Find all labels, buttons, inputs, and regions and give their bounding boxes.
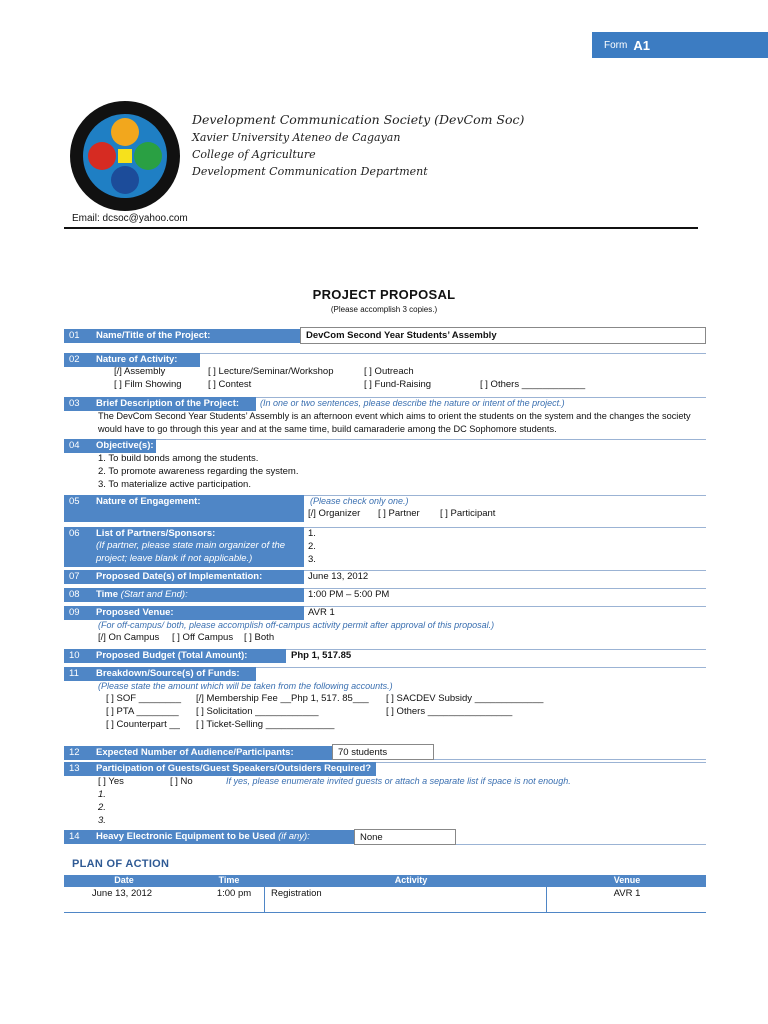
section-line [304, 527, 706, 528]
table-row [64, 887, 706, 913]
activity-option-film[interactable]: [ ] Film Showing [114, 379, 182, 390]
guest-item-3[interactable]: 3. [98, 815, 106, 826]
section-line [256, 667, 706, 668]
fund-option-solicitation[interactable]: [ ] Solicitation ____________ [196, 706, 319, 717]
plan-cell-date: June 13, 2012 [91, 888, 153, 899]
activity-option-contest[interactable]: [ ] Contest [208, 379, 252, 390]
section-number: 01 [69, 330, 80, 341]
plan-of-action-title: PLAN OF ACTION [72, 858, 170, 870]
activity-option-assembly[interactable]: [/] Assembly [114, 366, 166, 377]
section-label: Nature of Engagement: [96, 496, 201, 507]
objective-3: 3. To materialize active participation. [98, 479, 251, 490]
section-08-bar [64, 588, 304, 602]
guest-item-2[interactable]: 2. [98, 802, 106, 813]
section-number: 11 [69, 668, 79, 679]
fund-option-sof[interactable]: [ ] SOF ________ [106, 693, 181, 704]
engagement-option-participant[interactable]: [ ] Participant [440, 508, 496, 519]
plan-table-header [64, 875, 706, 887]
section-number: 09 [69, 607, 80, 618]
section-11-bar [64, 667, 256, 681]
section-number: 13 [69, 763, 80, 774]
partners-hint-2: project; leave blank if not applicable.) [96, 553, 253, 564]
fund-option-membership-fee[interactable]: [/] Membership Fee __Php 1, 517. 85___ [196, 693, 369, 704]
section-12-bar [64, 746, 332, 760]
description-line-2: would have to go through this year and at the same time, build camaraderie among the DC Sophomore students. [98, 424, 557, 434]
plan-header-date: Date [114, 875, 134, 885]
fund-option-others[interactable]: [ ] Others ________________ [386, 706, 513, 717]
section-line [156, 439, 706, 440]
activity-option-lecture[interactable]: [ ] Lecture/Seminar/Workshop [208, 366, 334, 377]
section-02-bar [64, 353, 200, 367]
activity-option-others[interactable]: [ ] Others ____________ [480, 379, 586, 390]
time-field[interactable]: 1:00 PM – 5:00 PM [308, 589, 390, 600]
guest-item-1[interactable]: 1. [98, 789, 106, 800]
section-label: Brief Description of the Project: [96, 398, 240, 409]
devcom-logo [68, 100, 182, 212]
section-number: 04 [69, 440, 80, 451]
engagement-option-partner[interactable]: [ ] Partner [378, 508, 420, 519]
section-label: Nature of Activity: [96, 354, 178, 365]
equipment-label-hint: (if any): [278, 831, 310, 842]
section-number: 14 [69, 831, 80, 842]
implementation-date-field[interactable]: June 13, 2012 [308, 571, 369, 582]
section-number: 08 [69, 589, 80, 600]
section-label: Objective(s): [96, 440, 154, 451]
section-label [96, 589, 188, 600]
guests-option-no[interactable]: [ ] No [170, 776, 193, 787]
venue-field[interactable]: AVR 1 [308, 607, 335, 618]
column-divider [546, 887, 547, 913]
objective-1: 1. To build bonds among the students. [98, 453, 259, 464]
partners-hint-1: (If partner, please state main organizer of the [96, 540, 286, 551]
column-divider [264, 887, 265, 913]
description-hint: (In one or two sentences, please describe the nature or intent of the project.) [260, 398, 565, 408]
section-line [434, 759, 706, 760]
plan-header-time: Time [218, 875, 240, 885]
activity-option-outreach[interactable]: [ ] Outreach [364, 366, 414, 377]
document-title: PROJECT PROPOSAL [312, 287, 456, 302]
section-14-bar [64, 830, 354, 844]
section-number: 10 [69, 650, 80, 661]
section-label: Proposed Budget (Total Amount): [96, 650, 248, 661]
time-label-hint: (Start and End): [120, 589, 188, 600]
plan-cell-venue: AVR 1 [613, 888, 641, 899]
section-label: Proposed Date(s) of Implementation: [96, 571, 263, 582]
section-label: List of Partners/Sponsors: [96, 528, 216, 539]
partner-item-3[interactable]: 3. [308, 554, 316, 565]
section-09-bar [64, 606, 304, 620]
fund-option-counterpart[interactable]: [ ] Counterpart __ [106, 719, 180, 730]
budget-field[interactable]: Php 1, 517.85 [291, 650, 352, 661]
activity-option-fundraising[interactable]: [ ] Fund-Raising [364, 379, 432, 390]
org-college: College of Agriculture [192, 148, 316, 161]
contact-email: Email: dcsoc@yahoo.com [72, 213, 188, 224]
fund-option-pta[interactable]: [ ] PTA ________ [106, 706, 179, 717]
section-05-bar [64, 495, 304, 522]
section-line [304, 606, 706, 607]
section-06-bar [64, 527, 304, 567]
section-number: 02 [69, 354, 80, 365]
form-code-tag [592, 32, 768, 58]
form-label: Form [604, 39, 628, 51]
section-label: Participation of Guests/Guest Speakers/Outsiders Required? [96, 763, 372, 774]
org-department: Development Communication Department [192, 165, 428, 178]
plan-cell-time: 1:00 pm [216, 888, 252, 899]
section-number: 05 [69, 496, 80, 507]
section-number: 12 [69, 747, 80, 758]
section-line [456, 844, 706, 845]
section-line [200, 353, 706, 354]
time-label: Time [96, 589, 119, 600]
venue-hint: (For off-campus/ both, please accomplish off-campus activity permit after approval of this proposal.) [98, 620, 495, 630]
section-line [376, 762, 706, 763]
project-title-field[interactable]: DevCom Second Year Students’ Assembly [300, 327, 706, 344]
section-13-bar [64, 762, 376, 776]
organization-header [192, 111, 524, 180]
plan-cell-activity: Registration [271, 888, 322, 899]
partner-item-2[interactable]: 2. [308, 541, 316, 552]
section-04-bar [64, 439, 156, 453]
guests-hint: If yes, please enumerate invited guests or attach a separate list if space is not enough. [226, 776, 571, 786]
section-07-bar [64, 570, 304, 584]
funds-hint: (Please state the amount which will be taken from the following accounts.) [98, 681, 393, 691]
venue-option-both[interactable]: [ ] Both [244, 632, 275, 643]
org-university: Xavier University Ateneo de Cagayan [192, 131, 401, 144]
section-label [96, 831, 310, 842]
partner-item-1[interactable]: 1. [308, 528, 316, 539]
section-number: 07 [69, 571, 80, 582]
venue-option-off-campus[interactable]: [ ] Off Campus [172, 632, 234, 643]
header-divider [64, 227, 698, 229]
section-10-bar [64, 649, 286, 663]
document-subtitle: (Please accomplish 3 copies.) [330, 305, 438, 314]
org-name: Development Communication Society (DevCom Soc) [192, 112, 525, 127]
description-line-1: The DevCom Second Year Students’ Assembly is an afternoon event which aims to orient the students on the system and the changes the society [98, 411, 691, 421]
section-03-bar [64, 397, 256, 411]
engagement-option-organizer[interactable]: [/] Organizer [308, 508, 361, 519]
section-label: Expected Number of Audience/Participants: [96, 747, 294, 758]
venue-option-on-campus[interactable]: [/] On Campus [98, 632, 160, 643]
section-number: 06 [69, 528, 80, 539]
objective-2: 2. To promote awareness regarding the system. [98, 466, 299, 477]
form-code: A1 [633, 37, 650, 53]
equipment-field[interactable]: None [354, 829, 456, 845]
section-label: Proposed Venue: [96, 607, 174, 618]
fund-option-sacdev[interactable]: [ ] SACDEV Subsidy _____________ [386, 693, 544, 704]
guests-option-yes[interactable]: [ ] Yes [98, 776, 124, 787]
plan-header-venue: Venue [613, 875, 641, 885]
section-label: Name/Title of the Project: [96, 330, 211, 341]
plan-header-activity: Activity [394, 875, 428, 885]
audience-count-field[interactable]: 70 students [332, 744, 434, 760]
section-label: Breakdown/Source(s) of Funds: [96, 668, 240, 679]
section-number: 03 [69, 398, 80, 409]
equipment-label: Heavy Electronic Equipment to be Used [96, 831, 276, 842]
fund-option-ticket-selling[interactable]: [ ] Ticket-Selling _____________ [196, 719, 335, 730]
engagement-hint: (Please check only one.) [310, 496, 409, 506]
section-01-bar [64, 329, 300, 343]
